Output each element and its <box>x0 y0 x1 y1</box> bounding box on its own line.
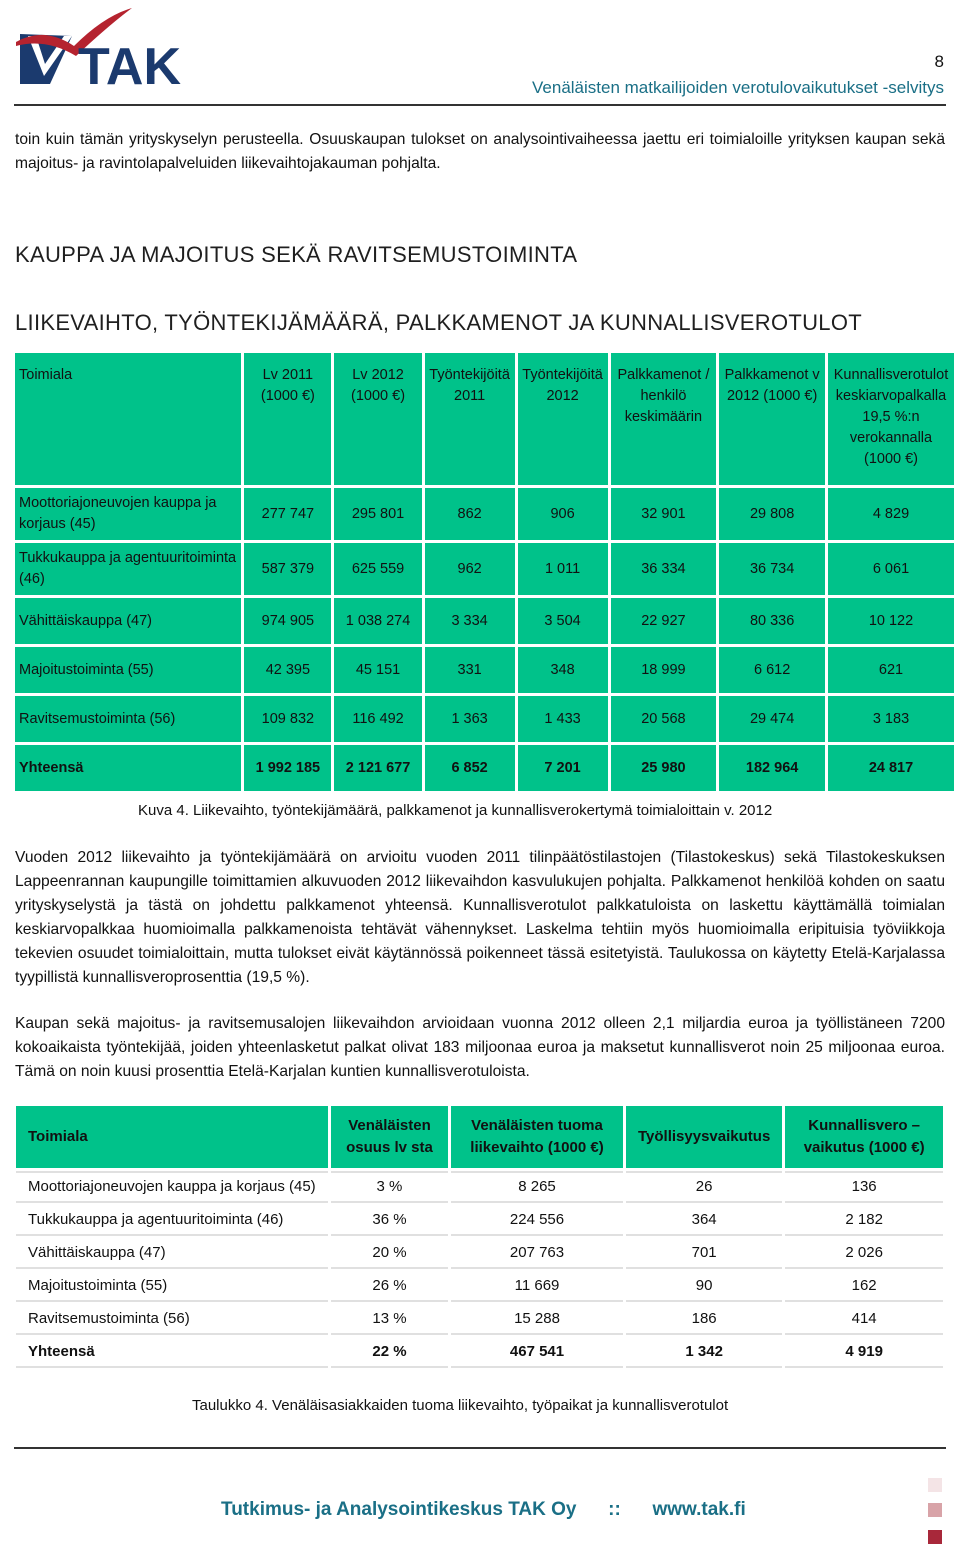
table-cell: 3 334 <box>425 598 515 644</box>
footer <box>221 1499 746 1521</box>
table-cell: Yhteensä <box>15 745 241 791</box>
table-cell: 186 <box>626 1305 782 1335</box>
table-cell: 90 <box>626 1272 782 1302</box>
table-row <box>16 1272 943 1302</box>
col-header: Venäläisten tuoma liikevaihto (1000 €) <box>451 1106 623 1168</box>
col-header: Lv 2012 (1000 €) <box>334 353 421 485</box>
table-cell: 36 734 <box>719 543 825 595</box>
intro-paragraph: toin kuin tämän yrityskyselyn perusteella. Osuuskaupan tulokset on analysointivaiheessa jaettu eri toimialoille yrityksen kaupan sekä majoitus- ja ravintolapalveluiden liikevaihtojakauman pohjalta. <box>15 131 945 172</box>
table-cell: 974 905 <box>244 598 331 644</box>
table-cell: 20 568 <box>611 696 717 742</box>
table-cell: 4 919 <box>785 1338 943 1368</box>
col-header: Toimiala <box>16 1106 328 1168</box>
paragraph-1: Vuoden 2012 liikevaihto ja työntekijämäärä on arvioitu vuoden 2011 tilinpäätöstilastojen (Tilastokeskus) sekä Tilastokeskuksen Lappeenrannan kaupungille toimittamien alkuvuoden 2012 liikevaihdon kasvulukujen pohjalta. Palkkamenot henkilöä kohden on saatu yrityskyselystä ja tästä on johdettu palkkamenot yhteensä. Kunnallisverotulot palkkatuloista on laskettu käyttämällä toimialan keskiarvopalkkaa huomioimalla palkkamenoista tehtävät vähennykset. Laskelma tehtiin myös huomioimalla eripituisia työviikkoja tekevien osuudet toimialoittain, mutta tulokset eivät käytännössä poikenneet tässä esitetyistä. Taulukossa on käytetty Etelä-Karjalassa tyypillistä kunnallisveroprosenttia (19,5 %). <box>15 849 945 986</box>
decorative-square <box>928 1503 942 1517</box>
table-cell: 6 852 <box>425 745 515 791</box>
table-row <box>16 1305 943 1335</box>
table-cell: 80 336 <box>719 598 825 644</box>
col-header: Toimiala <box>15 353 241 485</box>
figure-table-header <box>15 353 954 485</box>
table-total-row <box>15 745 954 791</box>
table-cell: 621 <box>828 647 954 693</box>
decorative-square <box>928 1530 942 1544</box>
col-header: Venäläisten osuus lv sta <box>331 1106 448 1168</box>
table-cell: 331 <box>425 647 515 693</box>
table-cell: 2 182 <box>785 1206 943 1236</box>
table-row <box>15 488 954 540</box>
table-caption: Taulukko 4. Venäläisasiakkaiden tuoma liikevaihto, työpaikat ja kunnallisverotulot <box>192 1397 729 1414</box>
table-cell: Tukkukauppa ja agentuuritoiminta (46) <box>16 1206 328 1236</box>
page-number: 8 <box>934 52 944 71</box>
table-cell: 29 474 <box>719 696 825 742</box>
table-cell: 15 288 <box>451 1305 623 1335</box>
table-cell: 10 122 <box>828 598 954 644</box>
col-header: Lv 2011 (1000 €) <box>244 353 331 485</box>
table-cell: Tukkukauppa ja agentuuritoiminta (46) <box>15 543 241 595</box>
table-cell: 45 151 <box>334 647 421 693</box>
table-cell: 701 <box>626 1239 782 1269</box>
table-cell: Majoitustoiminta (55) <box>15 647 241 693</box>
footer-divider <box>14 1447 946 1449</box>
table-cell: 8 265 <box>451 1171 623 1203</box>
table-cell: 24 817 <box>828 745 954 791</box>
table-cell: 1 342 <box>626 1338 782 1368</box>
table-cell: 277 747 <box>244 488 331 540</box>
table-cell: Ravitsemustoiminta (56) <box>15 696 241 742</box>
svg-text:TAK: TAK <box>78 38 182 90</box>
table-cell: 6 061 <box>828 543 954 595</box>
decorative-square <box>928 1478 942 1492</box>
table-cell: 224 556 <box>451 1206 623 1236</box>
paragraph-2: Kaupan sekä majoitus- ja ravitsemusalojen liikevaihdon arvioidaan vuonna 2012 olleen 2,1 miljardia euroa ja työllistäneen 7200 kokoaikaista työntekijää, joiden yhteenlasketut palkat olivat 183 miljoonaa euroa ja maksetut kunnallisverot noin 25 miljoonaa euroa. Tämä on noin kuusi prosenttia Etelä-Karjalan kuntien kunnallisverotuloista. <box>15 1015 945 1080</box>
col-header: Kunnallisvero – vaikutus (1000 €) <box>785 1106 943 1168</box>
table-cell: 2 026 <box>785 1239 943 1269</box>
footer-org: Tutkimus- ja Analysointikeskus TAK Oy <box>221 1499 577 1520</box>
document-title: Venäläisten matkailijoiden verotulovaikutukset -selvitys <box>532 78 944 97</box>
col-header: Työntekijöitä 2011 <box>425 353 515 485</box>
table-cell: 20 % <box>331 1239 448 1269</box>
table-cell: 7 201 <box>518 745 608 791</box>
table-cell: 29 808 <box>719 488 825 540</box>
table-cell: 348 <box>518 647 608 693</box>
figure-table <box>12 350 957 794</box>
table-cell: 162 <box>785 1272 943 1302</box>
table-cell: 587 379 <box>244 543 331 595</box>
table-cell: 22 927 <box>611 598 717 644</box>
table-cell: 36 334 <box>611 543 717 595</box>
table-cell: 4 829 <box>828 488 954 540</box>
col-header: Työllisyysvaikutus <box>626 1106 782 1168</box>
tak-logo-graphic <box>14 6 214 90</box>
table-cell: 136 <box>785 1171 943 1203</box>
table-cell: 207 763 <box>451 1239 623 1269</box>
table-cell: 25 980 <box>611 745 717 791</box>
table-cell: 26 <box>626 1171 782 1203</box>
table-cell: Yhteensä <box>16 1338 328 1368</box>
table-cell: 3 504 <box>518 598 608 644</box>
col-header: Kunnallisverotulot keskiarvopalkalla 19,5 %:n verokannalla (1000 €) <box>828 353 954 485</box>
table-cell: 625 559 <box>334 543 421 595</box>
table-header-row <box>16 1106 943 1168</box>
table-cell: Majoitustoiminta (55) <box>16 1272 328 1302</box>
table-cell: 2 121 677 <box>334 745 421 791</box>
table-cell: 295 801 <box>334 488 421 540</box>
table-row <box>16 1239 943 1269</box>
table-cell: Moottoriajoneuvojen kauppa ja korjaus (45) <box>16 1171 328 1203</box>
table-cell: 6 612 <box>719 647 825 693</box>
table-cell: Vähittäiskauppa (47) <box>15 598 241 644</box>
table-cell: 414 <box>785 1305 943 1335</box>
table-cell: 962 <box>425 543 515 595</box>
table-cell: 906 <box>518 488 608 540</box>
table-cell: 11 669 <box>451 1272 623 1302</box>
table-cell: 1 433 <box>518 696 608 742</box>
col-header: Palkkamenot v 2012 (1000 €) <box>719 353 825 485</box>
table-cell: Ravitsemustoiminta (56) <box>16 1305 328 1335</box>
header-divider <box>14 104 946 106</box>
table-cell: 182 964 <box>719 745 825 791</box>
col-header: Palkkamenot / henkilö keskimäärin <box>611 353 717 485</box>
footer-url[interactable]: www.tak.fi <box>652 1499 746 1520</box>
col-header: Työntekijöitä 2012 <box>518 353 608 485</box>
table-cell: 42 395 <box>244 647 331 693</box>
table-row <box>15 543 954 595</box>
table-cell: 3 183 <box>828 696 954 742</box>
table-cell: Moottoriajoneuvojen kauppa ja korjaus (45) <box>15 488 241 540</box>
footer-separator: :: <box>608 1499 621 1520</box>
figure-caption: Kuva 4. Liikevaihto, työntekijämäärä, palkkamenot ja kunnallisverokertymä toimialoittain v. 2012 <box>138 802 773 819</box>
table-cell: 116 492 <box>334 696 421 742</box>
table-cell: 22 % <box>331 1338 448 1368</box>
table-cell: 467 541 <box>451 1338 623 1368</box>
table-cell: 26 % <box>331 1272 448 1302</box>
table-cell: 18 999 <box>611 647 717 693</box>
table-row <box>16 1171 943 1203</box>
table-row <box>15 647 954 693</box>
table-cell: 1 992 185 <box>244 745 331 791</box>
table-cell: 32 901 <box>611 488 717 540</box>
table-cell: 862 <box>425 488 515 540</box>
table-cell: 364 <box>626 1206 782 1236</box>
table-cell: 1 011 <box>518 543 608 595</box>
table-cell: Vähittäiskauppa (47) <box>16 1239 328 1269</box>
figure-title-1: KAUPPA JA MAJOITUS SEKÄ RAVITSEMUSTOIMINTA <box>15 242 578 267</box>
table-cell: 3 % <box>331 1171 448 1203</box>
table-cell: 1 038 274 <box>334 598 421 644</box>
table-cell: 1 363 <box>425 696 515 742</box>
table-cell: 13 % <box>331 1305 448 1335</box>
table-total-row <box>16 1338 943 1368</box>
table-row <box>15 696 954 742</box>
russian-impact-table <box>13 1103 946 1371</box>
table-row <box>15 598 954 644</box>
table-cell: 109 832 <box>244 696 331 742</box>
table-row <box>16 1206 943 1236</box>
tak-logo <box>14 6 214 90</box>
figure-title-2: LIIKEVAIHTO, TYÖNTEKIJÄMÄÄRÄ, PALKKAMENOT JA KUNNALLISVEROTULOT <box>15 310 862 335</box>
table-cell: 36 % <box>331 1206 448 1236</box>
